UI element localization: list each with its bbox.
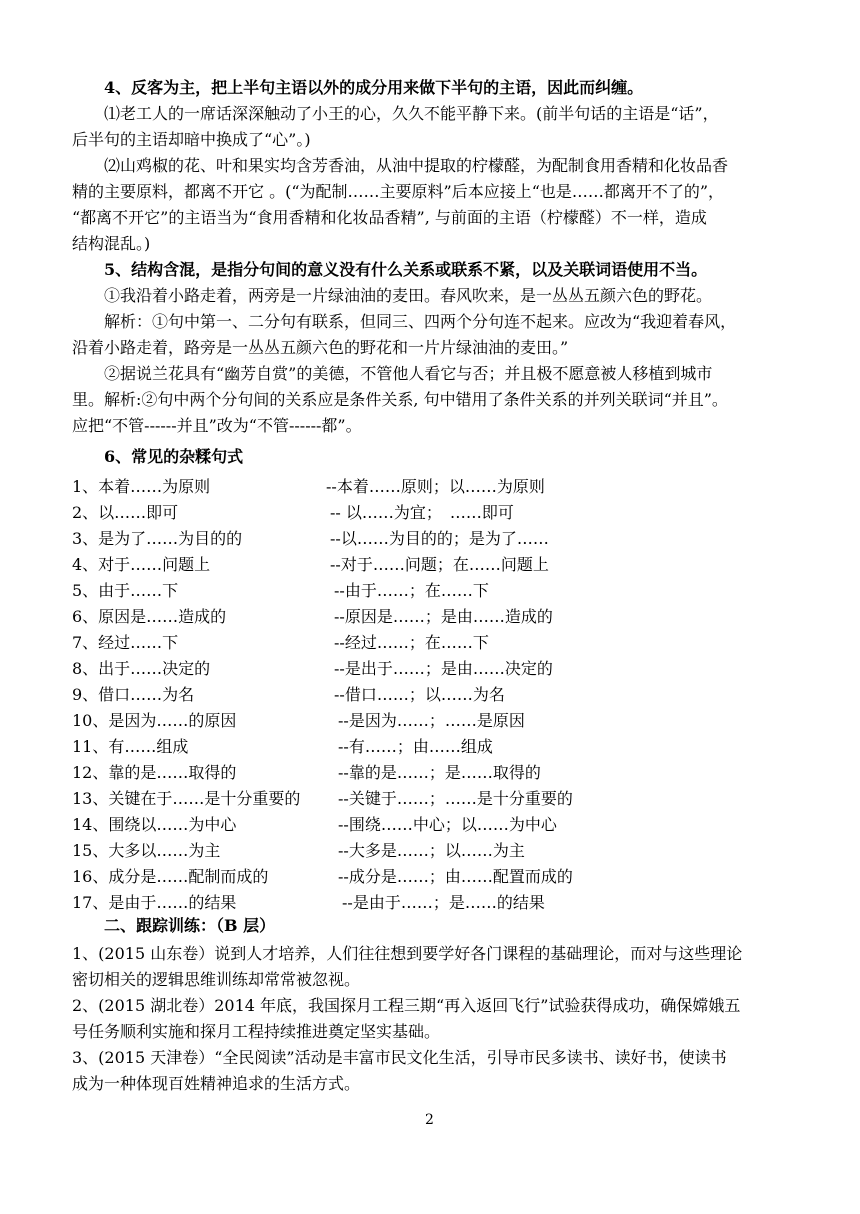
pattern-row-7-right: --经过……；在……下 [334,633,489,652]
pattern-row-13-left: 13、关键在于……是十分重要的 [72,789,301,808]
pattern-row-15-left: 15、大多以……为主 [72,841,221,860]
pattern-row-17-right: --是由于……；是……的结果 [342,893,545,912]
training-q2-line1: 2、(2015 湖北卷）2014 年底，我国探月工程三期“再入返回飞行”试验获得成功，确保嫦娥五 [72,996,741,1015]
pattern-row-5-right: --由于……；在……下 [334,581,489,600]
pattern-row-14-right: --围绕……中心；以……为中心 [338,815,557,834]
section5-example2-line2: 里。解析:②句中两个分句间的关系应是条件关系, 句中错用了条件关系的并列关联词“并且”。 [72,390,728,409]
training-heading: 二、跟踪训练：（B 层） [104,916,276,935]
pattern-row-11-left: 11、有……组成 [72,737,189,756]
pattern-row-12-left: 12、靠的是……取得的 [72,763,237,782]
section5-example2-line1: ②据说兰花具有“幽芳自赏”的美德，不管他人看它与否；并且极不愿意被人移植到城市 [104,364,713,383]
pattern-row-14-left: 14、围绕以……为中心 [72,815,237,834]
section5-analysis1-line2: 沿着小路走着，路旁是一丛丛五颜六色的野花和一片片绿油油的麦田。” [72,338,569,357]
pattern-row-13-right: --关键于……；……是十分重要的 [338,789,573,808]
section4-example1-line1: ⑴老工人的一席话深深触动了小王的心，久久不能平静下来。(前半句话的主语是“话”， [104,104,719,123]
section5-heading: 5、结构含混，是指分句间的意义没有什么关系或联系不紧，以及关联词语使用不当。 [104,260,708,279]
pattern-row-9-right: --借口……；以……为名 [334,685,505,704]
pattern-row-11-right: --有……；由……组成 [338,737,493,756]
section4-example2-line2: 精的主要原料，都离不开它 。(“为配制……主要原料”后本应接上“也是……都离开不了的”， [72,182,725,201]
section4-example2-line1: ⑵山鸡椒的花、叶和果实均含芳香油，从油中提取的柠檬醛，为配制食用香精和化妆品香 [104,156,729,175]
pattern-row-16-left: 16、成分是……配制而成的 [72,867,269,886]
section5-example1: ①我沿着小路走着，两旁是一片绿油油的麦田。春风吹来，是一丛丛五颜六色的野花。 [104,286,713,305]
pattern-row-1-left: 1、本着……为原则 [72,477,211,496]
training-q2-line2: 号任务顺利实施和探月工程持续推进奠定坚实基础。 [72,1022,441,1041]
pattern-row-15-right: --大多是……；以……为主 [338,841,525,860]
pattern-row-16-right: --成分是……；由……配置而成的 [338,867,573,886]
page-number: 2 [425,1112,434,1128]
pattern-row-3-left: 3、是为了……为目的的 [72,529,243,548]
training-q1-line2: 密切相关的逻辑思维训练却常常被忽视。 [72,970,361,989]
pattern-row-4-left: 4、对于……问题上 [72,555,211,574]
training-q1-line1: 1、(2015 山东卷）说到人才培养，人们往往想到要学好各门课程的基础理论，而对与这些理论 [72,944,743,963]
section5-analysis1-line1: 解析：①句中第一、二分句有联系，但同三、四两个分句连不起来。应改为“我迎着春风， [104,312,737,331]
section4-example1-line2: 后半句的主语却暗中换成了“心”。) [72,130,311,149]
section4-example2-line3: “都离不开它”的主语当为“食用香精和化妆品香精”, 与前面的主语（柠檬醛）不一样，造成 [72,208,707,227]
pattern-row-12-right: --靠的是……；是……取得的 [338,763,541,782]
pattern-row-6-left: 6、原因是……造成的 [72,607,227,626]
pattern-row-10-left: 10、是因为……的原因 [72,711,237,730]
pattern-row-6-right: --原因是……；是由……造成的 [334,607,553,626]
pattern-row-17-left: 17、是由于……的结果 [72,893,237,912]
pattern-row-10-right: --是因为……；……是原因 [338,711,525,730]
pattern-row-4-right: --对于……问题；在……问题上 [330,555,549,574]
pattern-row-5-left: 5、由于……下 [72,581,179,600]
section6-heading: 6、常见的杂糅句式 [104,447,244,466]
pattern-row-9-left: 9、借口……为名 [72,685,195,704]
pattern-row-8-right: --是出于……；是由……决定的 [334,659,553,678]
pattern-row-1-right: --本着……原则；以……为原则 [326,477,545,496]
section4-heading: 4、反客为主，把上半句主语以外的成分用来做下半句的主语，因此而纠缠。 [104,78,644,97]
pattern-row-2-right: -- 以……为宜； ……即可 [330,503,514,522]
pattern-row-2-left: 2、以……即可 [72,503,179,522]
pattern-row-8-left: 8、出于……决定的 [72,659,211,678]
section4-example2-line4: 结构混乱。) [72,234,151,253]
pattern-row-7-left: 7、经过……下 [72,633,179,652]
training-q3-line1: 3、(2015 天津卷）“全民阅读”活动是丰富市民文化生活，引导市民多读书、读好书，使读书 [72,1048,727,1067]
training-q3-line2: 成为一种体现百姓精神追求的生活方式。 [72,1074,361,1093]
section5-example2-line3: 应把“不管------并且”改为“不管------都”。 [72,416,362,435]
pattern-row-3-right: --以……为目的的；是为了…… [330,529,549,548]
